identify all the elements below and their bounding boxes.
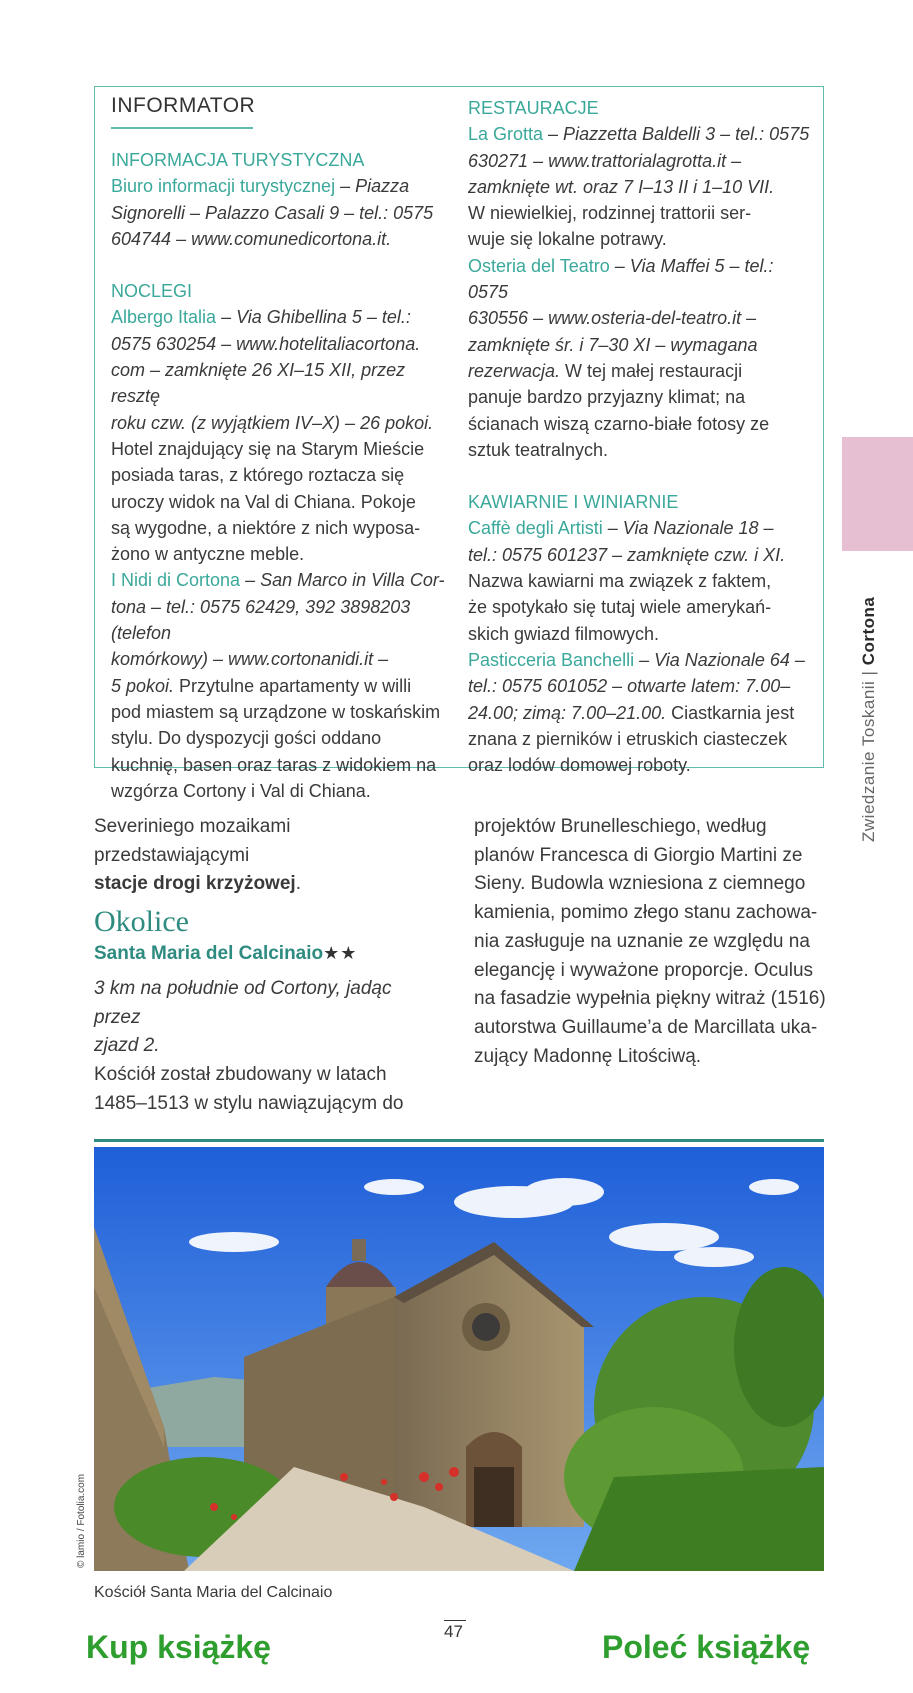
photo-caption: Kościół Santa Maria del Calcinaio	[94, 1584, 333, 1601]
body-text: Sieny. Budowla wzniesiona z ciemnego	[474, 873, 806, 895]
caffe-description: że spotykało się tutaj wiele amerykań-	[468, 597, 772, 618]
nidi-description: pod miastem są urządzone w toskańskim	[111, 701, 441, 722]
body-text: zujący Madonnę Litościwą.	[474, 1045, 702, 1067]
grotta-details: 630271 – www.trattorialagrotta.it –	[468, 150, 742, 171]
caffe-description: skich gwiazd filmowych.	[468, 623, 660, 644]
photo-top-rule	[94, 1139, 824, 1142]
grotta-details: zamknięte wt. oraz 7 I–13 II i 1–10 VII.	[468, 176, 775, 197]
albergo-name: Albergo Italia	[111, 307, 217, 328]
running-header	[859, 597, 879, 842]
body-text: na fasadzie wypełnia piękny witraż (1516)	[474, 988, 826, 1010]
osteria-description: ścianach wiszą czarno-białe fotosy ze	[468, 413, 770, 434]
body-text: 1485–1513 w stylu nawiązującym do	[94, 1092, 404, 1114]
photo-credit: © lamio / Fotolia.com	[76, 1473, 87, 1568]
info-office-address: 604744 – www.comunedicortona.it.	[111, 228, 392, 249]
nidi-description: stylu. Do dyspozycji gości oddano	[111, 728, 382, 749]
nidi-details: – San Marco in Villa Cor-	[240, 570, 445, 591]
noclegi-heading: NOCLEGI	[111, 281, 193, 302]
informator-left-column	[111, 147, 456, 804]
rating-stars-icon: ★★	[323, 943, 358, 964]
running-header-chapter: Cortona	[859, 596, 878, 666]
section-title: Okolice	[94, 905, 189, 939]
nidi-description: Przytulne apartamenty w willi	[174, 675, 412, 696]
buy-book-link[interactable]: Kup książkę	[86, 1629, 271, 1665]
informator-box	[94, 86, 824, 801]
intro-text: Severiniego mozaikami przedstawiającymi	[94, 816, 291, 866]
caffe-description: Nazwa kawiarni ma związek z faktem,	[468, 571, 772, 592]
caffe-details: tel.: 0575 601237 – zamknięte czw. i XI.	[468, 544, 786, 565]
info-office-name: Biuro informacji turystycznej	[111, 176, 336, 197]
grotta-description: wuje się lokalne potrawy.	[468, 229, 667, 250]
body-text: kamienia, pomimo złego stanu zachowa-	[474, 902, 818, 924]
info-office-address: Signorelli – Palazzo Casali 9 – tel.: 0575	[111, 202, 434, 223]
osteria-description: panuje bardzo przyjazny klimat; na	[468, 387, 746, 408]
grotta-description: W niewielkiej, rodzinnej trattorii ser-	[468, 203, 752, 224]
body-text: Kościół został zbudowany w latach	[94, 1063, 387, 1085]
intro-bold: stacje drogi krzyżowej	[94, 873, 296, 895]
banchelli-description: Ciastkarnia jest	[666, 702, 795, 723]
nidi-details: tona – tel.: 0575 62429, 392 3898203 (telefon	[111, 596, 411, 644]
caffe-name: Caffè degli Artisti	[468, 518, 603, 539]
grotta-name: La Grotta	[468, 124, 544, 145]
informator-title-underline	[111, 127, 253, 129]
grotta-details: – Piazzetta Baldelli 3 – tel.: 0575	[543, 124, 810, 145]
place-subhead: Santa Maria del Calcinaio	[94, 943, 324, 965]
banchelli-details: 24.00; zimą: 7.00–21.00.	[468, 702, 667, 723]
running-header-section: Zwiedzanie Toskanii	[859, 680, 878, 842]
body-text: projektów Brunelleschiego, według	[474, 816, 767, 837]
nidi-description: wzgórza Cortony i Val di Chiana.	[111, 780, 371, 801]
banchelli-description: znana z pierników i etruskich ciasteczek	[468, 728, 788, 749]
banchelli-name: Pasticceria Banchelli	[468, 649, 635, 670]
osteria-details: – Via Maffei 5 – tel.: 0575	[468, 255, 774, 303]
informator-title: INFORMATOR	[111, 94, 256, 117]
osteria-description: W tej małej restauracji	[560, 360, 743, 381]
body-text: autorstwa Guillaume’a de Marcillata uka-	[474, 1016, 818, 1038]
albergo-description: uroczy widok na Val di Chiana. Pokoje	[111, 491, 416, 512]
nidi-name: I Nidi di Cortona	[111, 570, 241, 591]
albergo-details: 0575 630254 – www.hotelitaliacortona.	[111, 333, 421, 354]
info-heading: INFORMACJA TURYSTYCZNA	[111, 150, 365, 170]
intro-end: .	[295, 873, 301, 895]
albergo-details: – Via Ghibellina 5 – tel.:	[216, 307, 411, 328]
directions-text: zjazd 2.	[94, 1035, 160, 1057]
albergo-description: są wygodne, a niektóre z nich wyposa-	[111, 517, 421, 538]
banchelli-details: – Via Nazionale 64 –	[634, 649, 805, 670]
cafes-heading: KAWIARNIE I WINIARNIE	[468, 492, 679, 513]
info-office-address: – Piazza	[335, 176, 410, 197]
caffe-details: – Via Nazionale 18 –	[602, 518, 774, 539]
main-right-column	[474, 813, 834, 1071]
albergo-description: posiada taras, z którego roztacza się	[111, 465, 405, 486]
osteria-details: zamknięte śr. i 7–30 XI – wymagana	[468, 334, 758, 355]
body-text: planów Francesca di Giorgio Martini ze	[474, 844, 803, 866]
body-text: nia zasługuje na uznanie ze względu na	[474, 930, 810, 952]
body-text: elegancję i wyważone proporcje. Oculus	[474, 959, 814, 981]
osteria-details: rezerwacja.	[468, 360, 561, 381]
main-left-column	[94, 813, 439, 1118]
informator-right-column	[468, 95, 818, 778]
osteria-name: Osteria del Teatro	[468, 255, 610, 276]
osteria-description: sztuk teatralnych.	[468, 439, 609, 460]
church-photo	[94, 1147, 824, 1571]
running-header-separator: |	[859, 665, 878, 681]
albergo-description: Hotel znajdujący się na Starym Mieście	[111, 438, 425, 459]
nidi-details: 5 pokoi.	[111, 675, 175, 696]
osteria-details: 630556 – www.osteria-del-teatro.it –	[468, 308, 757, 329]
albergo-details: com – zamknięte 26 XI–15 XII, przez resztę	[111, 360, 406, 407]
restaurants-heading: RESTAURACJE	[468, 98, 599, 118]
banchelli-description: oraz lodów domowej roboty.	[468, 755, 691, 776]
chapter-tab	[842, 437, 913, 551]
page-number-rule	[444, 1620, 466, 1621]
albergo-description: żono w antyczne meble.	[111, 544, 305, 565]
recommend-book-link[interactable]: Poleć książkę	[602, 1629, 811, 1665]
albergo-details: roku czw. (z wyjątkiem IV–X) – 26 pokoi.	[111, 412, 434, 433]
banchelli-details: tel.: 0575 601052 – otwarte latem: 7.00–	[468, 676, 791, 697]
page-number: 47	[444, 1622, 463, 1641]
nidi-description: kuchnię, basen oraz taras z widokiem na	[111, 754, 437, 775]
directions-text: 3 km na południe od Cortony, jadąc przez	[94, 977, 392, 1028]
nidi-details: komórkowy) – www.cortonanidi.it –	[111, 649, 389, 670]
